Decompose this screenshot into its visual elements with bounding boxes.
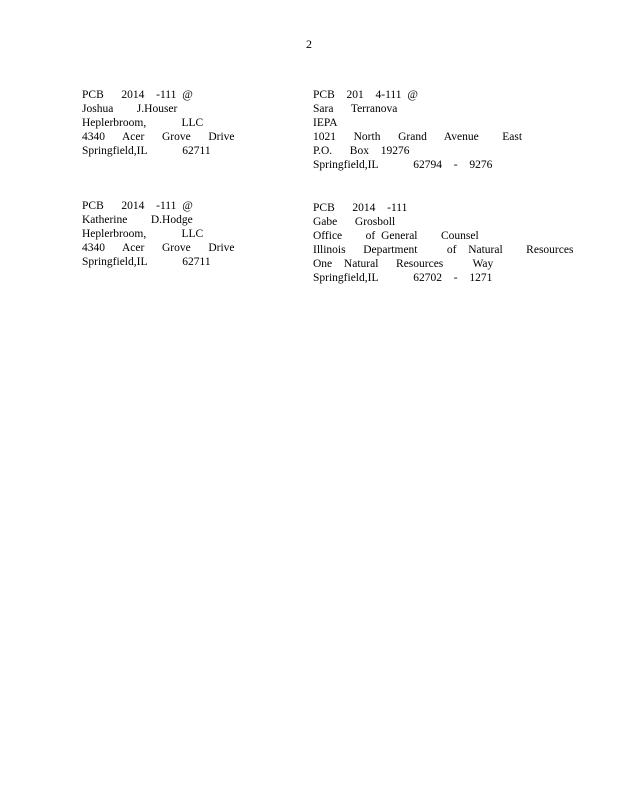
recipient-name: Joshua J.Houser <box>82 103 178 115</box>
organization: IEPA <box>313 117 338 129</box>
address-block-grosboll <box>313 201 573 285</box>
recipient-name: Katherine D.Hodge <box>82 214 193 226</box>
case-number: PCB 2014 -111 @ <box>82 89 193 101</box>
office: Office of General Counsel <box>313 230 479 242</box>
street-address: One Natural Resources Way <box>313 258 494 270</box>
city-state-zip: Springfield,IL 62711 <box>82 145 211 157</box>
organization: Heplerbroom, LLC <box>82 117 204 129</box>
po-box: P.O. Box 19276 <box>313 145 410 157</box>
address-block-houser <box>82 88 235 158</box>
address-block-terranova <box>313 88 522 172</box>
street-address: 1021 North Grand Avenue East <box>313 131 523 143</box>
street-address: 4340 Acer Grove Drive <box>82 242 235 254</box>
case-number: PCB 2014 -111 @ <box>82 200 193 212</box>
city-state-zip: Springfield,IL 62702 - 1271 <box>313 272 493 284</box>
recipient-name: Sara Terranova <box>313 103 398 115</box>
organization: Illinois Department of Natural Resources <box>313 244 574 256</box>
page-number: 2 <box>306 37 312 51</box>
city-state-zip: Springfield,IL 62711 <box>82 256 211 268</box>
organization: Heplerbroom, LLC <box>82 228 204 240</box>
case-number: PCB 201 4-111 @ <box>313 89 418 101</box>
city-state-zip: Springfield,IL 62794 - 9276 <box>313 159 493 171</box>
address-block-hodge <box>82 199 235 269</box>
case-number: PCB 2014 -111 <box>313 202 408 214</box>
recipient-name: Gabe Grosboll <box>313 216 396 228</box>
street-address: 4340 Acer Grove Drive <box>82 131 235 143</box>
